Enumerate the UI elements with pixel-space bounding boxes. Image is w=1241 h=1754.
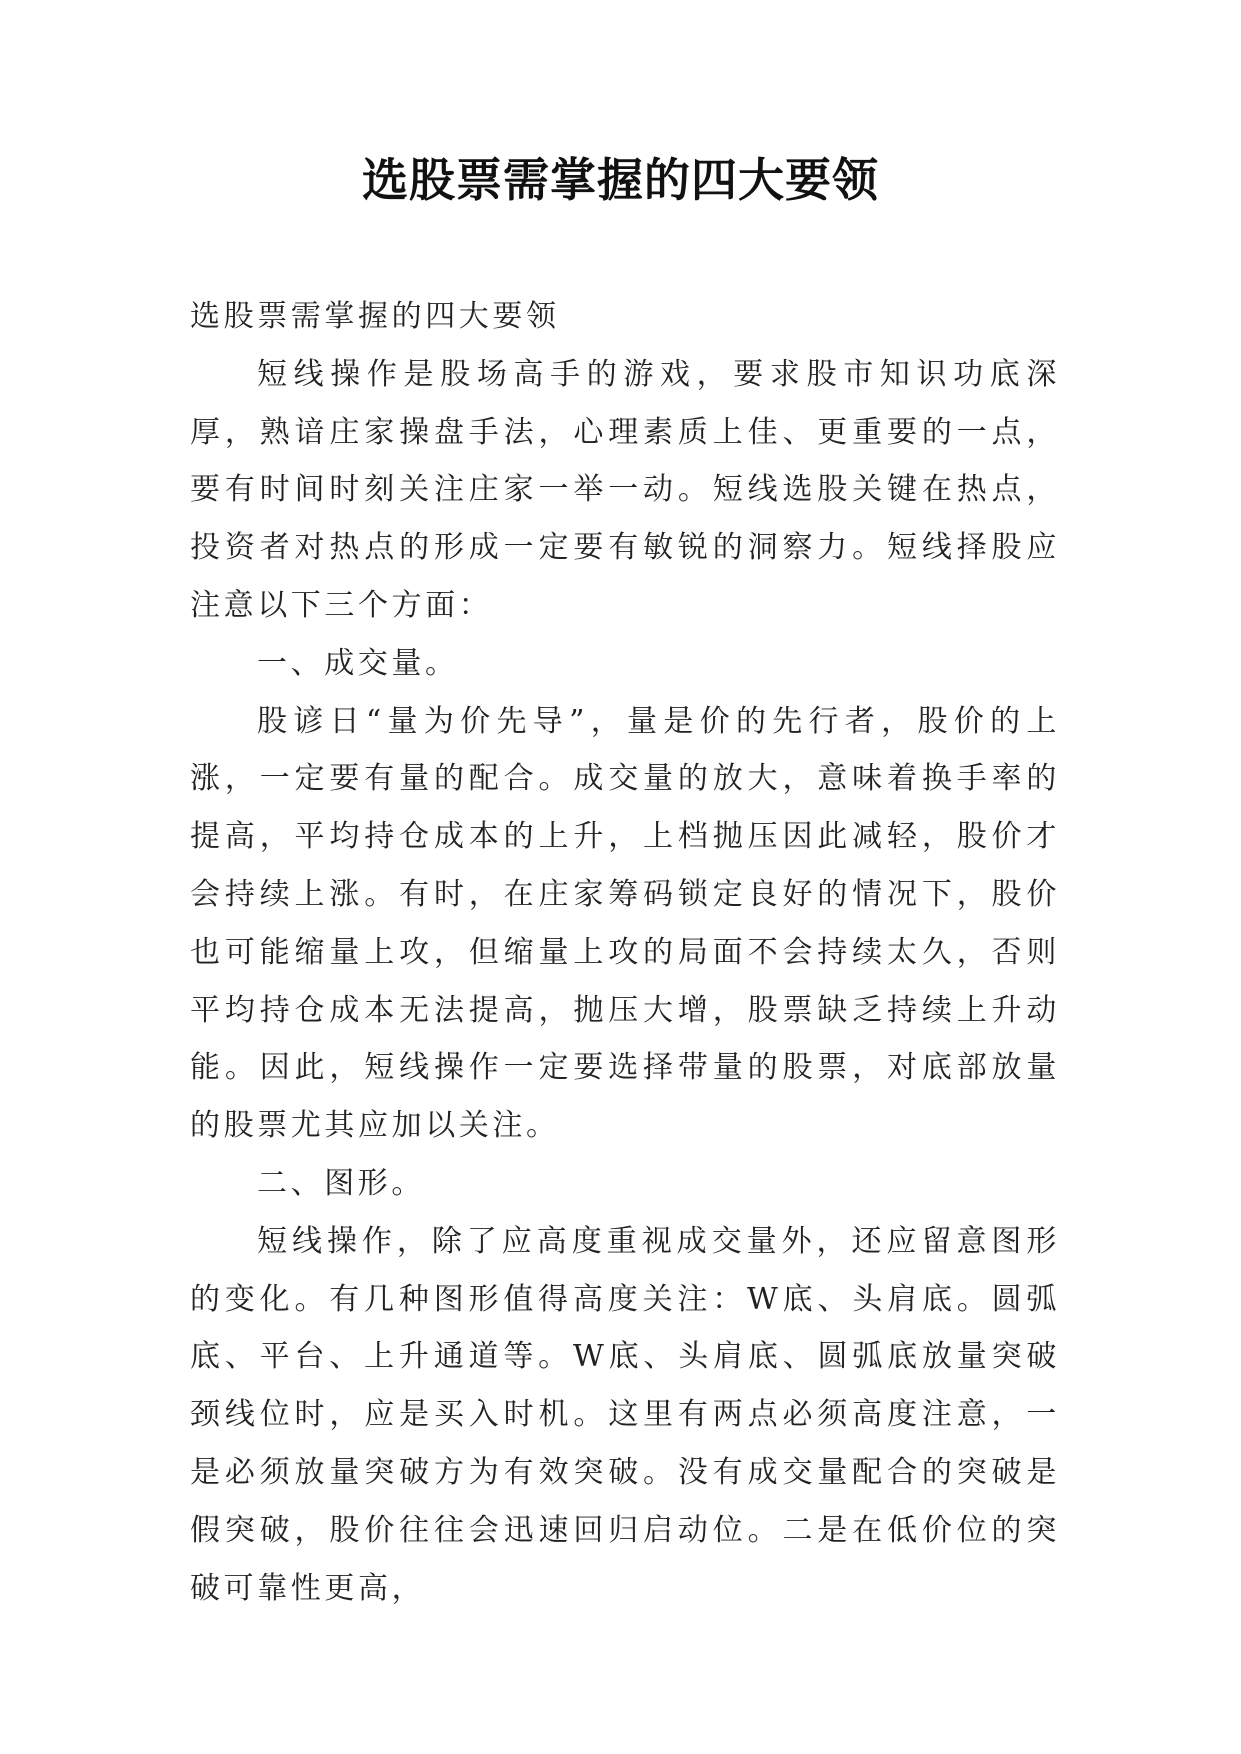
section-heading-volume: 一、成交量。	[257, 645, 459, 681]
paragraph-volume: 股谚日“量为价先导”，量是价的先行者，股价的上涨，一定要有量的配合。成交量的放大，意味着换手率的提高，平均持仓成本的上升，上档抛压因此减轻，股价才会持续上涨。有时，在庄家筹码锁定良好的情况下，股价也可能缩量上攻，但缩量上攻的局面不会持续太久，否则平均持仓成本无法提高，抛压大增，股票缺乏持续上升动能。因此，短线操作一定要选择带量的股票，对底部放量的股票尤其应加以关注。	[190, 703, 1060, 1144]
document-subtitle: 选股票需掌握的四大要领	[190, 299, 560, 334]
paragraph-intro: 短线操作是股场高手的游戏，要求股市知识功底深厚，熟谙庄家操盘手法，心理素质上佳、更重要的一点，要有时间时刻关注庄家一举一动。短线选股关键在热点，投资者对热点的形成一定要有敏锐的洞察力。短线择股应注意以下三个方面：	[190, 356, 1060, 623]
section-heading-pattern: 二、图形。	[257, 1165, 425, 1201]
document-body	[190, 288, 1060, 1617]
paragraph-pattern: 短线操作，除了应高度重视成交量外，还应留意图形的变化。有几种图形值得高度关注：W底、头肩底。圆弧底、平台、上升通道等。W底、头肩底、圆弧底放量突破颈线位时，应是买入时机。这里有两点必须高度注意，一是必须放量突破方为有效突破。没有成交量配合的突破是假突破，股价往往会迅速回归启动位。二是在低价位的突破可靠性更高，	[190, 1223, 1060, 1606]
document-title: 选股票需掌握的四大要领	[362, 153, 879, 207]
